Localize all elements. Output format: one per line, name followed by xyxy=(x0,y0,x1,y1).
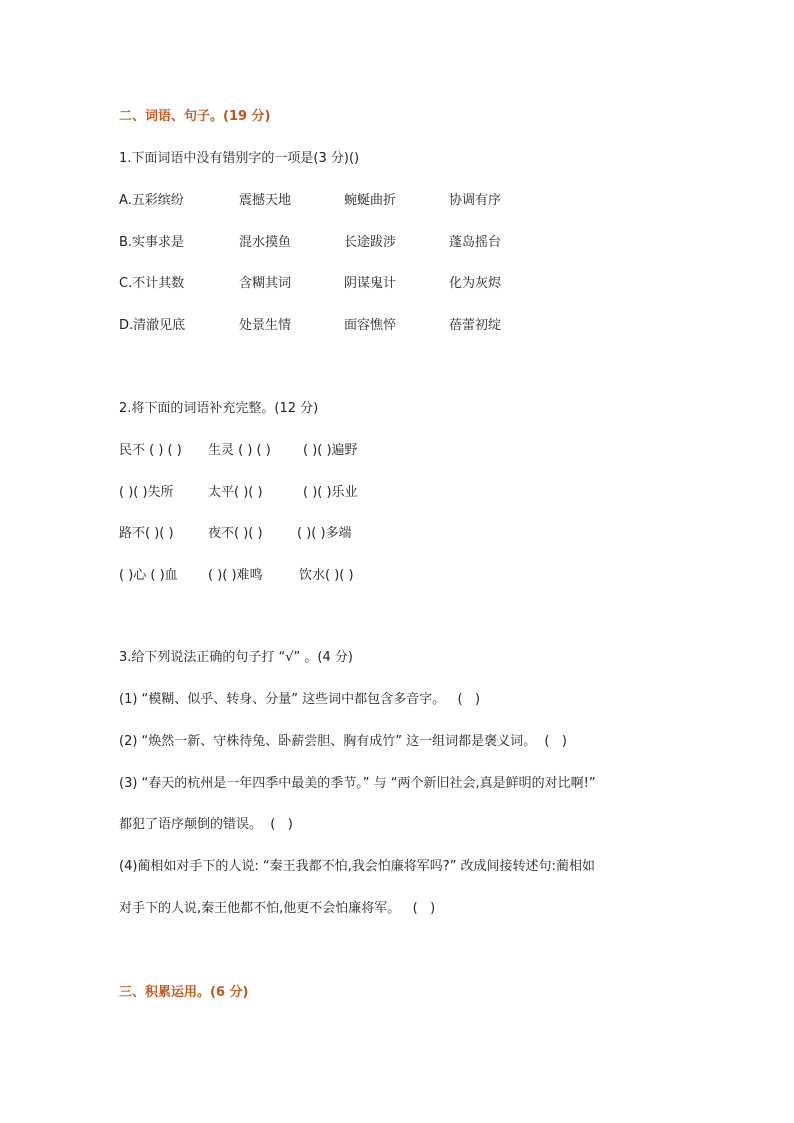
question-1-stem: 1.下面词语中没有错别字的一项是(3 分)() xyxy=(119,151,360,166)
idiom-blank: ( )( )遍野 xyxy=(303,443,358,458)
idiom-blank: 夜不( )( ) xyxy=(208,526,263,541)
question-3-item-3: (3) “春天的杭州是一年四季中最美的季节。” 与 “两个新旧社会,真是鲜明的对比啊!” xyxy=(119,776,596,791)
option-a-word-3: 蜿蜒曲折 xyxy=(344,193,397,208)
idiom-blank: ( )心 ( )血 xyxy=(119,568,178,583)
option-b-word-2: 混水摸鱼 xyxy=(239,235,292,250)
option-d-word-4: 蓓蕾初绽 xyxy=(449,318,502,333)
idiom-blank: ( )( )失所 xyxy=(119,485,174,500)
section-2-heading: 二、词语、句子。(19 分) xyxy=(119,109,271,124)
question-3-item-3-continued: 都犯了语序颠倒的错误。 ( ) xyxy=(119,817,293,832)
idiom-blank: ( )( )多端 xyxy=(297,526,352,541)
option-b-word-4: 蓬岛摇台 xyxy=(449,235,502,250)
idiom-blank: 饮水( )( ) xyxy=(299,568,354,583)
option-d-word-3: 面容憔悴 xyxy=(344,318,397,333)
option-b-word-1: B.实事求是 xyxy=(119,235,185,250)
option-c-word-1: C.不计其数 xyxy=(119,276,185,291)
idiom-blank: 生灵 ( ) ( ) xyxy=(208,443,271,458)
question-2-stem: 2.将下面的词语补充完整。(12 分) xyxy=(119,401,319,416)
question-3-item-1: (1) “模糊、似乎、转身、分量” 这些词中都包含多音字。 ( ) xyxy=(119,692,481,707)
option-c-word-3: 阴谋鬼计 xyxy=(344,276,397,291)
question-3-item-4-continued: 对手下的人说,秦王他都不怕,他更不会怕廉将军。 ( ) xyxy=(119,901,436,916)
option-c-word-4: 化为灰烬 xyxy=(449,276,502,291)
idiom-blank: 太平( )( ) xyxy=(208,485,263,500)
option-a-word-2: 震撼天地 xyxy=(239,193,292,208)
question-3-item-2: (2) “焕然一新、守株待兔、卧薪尝胆、胸有成竹” 这一组词都是褒义词。 ( ) xyxy=(119,734,567,749)
idiom-blank: 路不( )( ) xyxy=(119,526,174,541)
option-b-word-3: 长途跋涉 xyxy=(344,235,397,250)
idiom-blank: ( )( )乐业 xyxy=(303,485,358,500)
option-a-word-4: 协调有序 xyxy=(449,193,502,208)
option-d-word-2: 处景生情 xyxy=(239,318,292,333)
section-3-heading: 三、积累运用。(6 分) xyxy=(119,985,249,1000)
option-a-word-1: A.五彩缤纷 xyxy=(119,193,184,208)
option-c-word-2: 含糊其词 xyxy=(239,276,292,291)
question-3-item-4: (4)蔺相如对手下的人说: “秦王我都不怕,我会怕廉将军吗?” 改成间接转述句:蔺相如 xyxy=(119,859,595,874)
option-d-word-1: D.清澈见底 xyxy=(119,318,186,333)
idiom-blank: 民不 ( ) ( ) xyxy=(119,443,182,458)
idiom-blank: ( )( )难鸣 xyxy=(208,568,263,583)
question-3-stem: 3.给下列说法正确的句子打 “√” 。(4 分) xyxy=(119,650,353,665)
